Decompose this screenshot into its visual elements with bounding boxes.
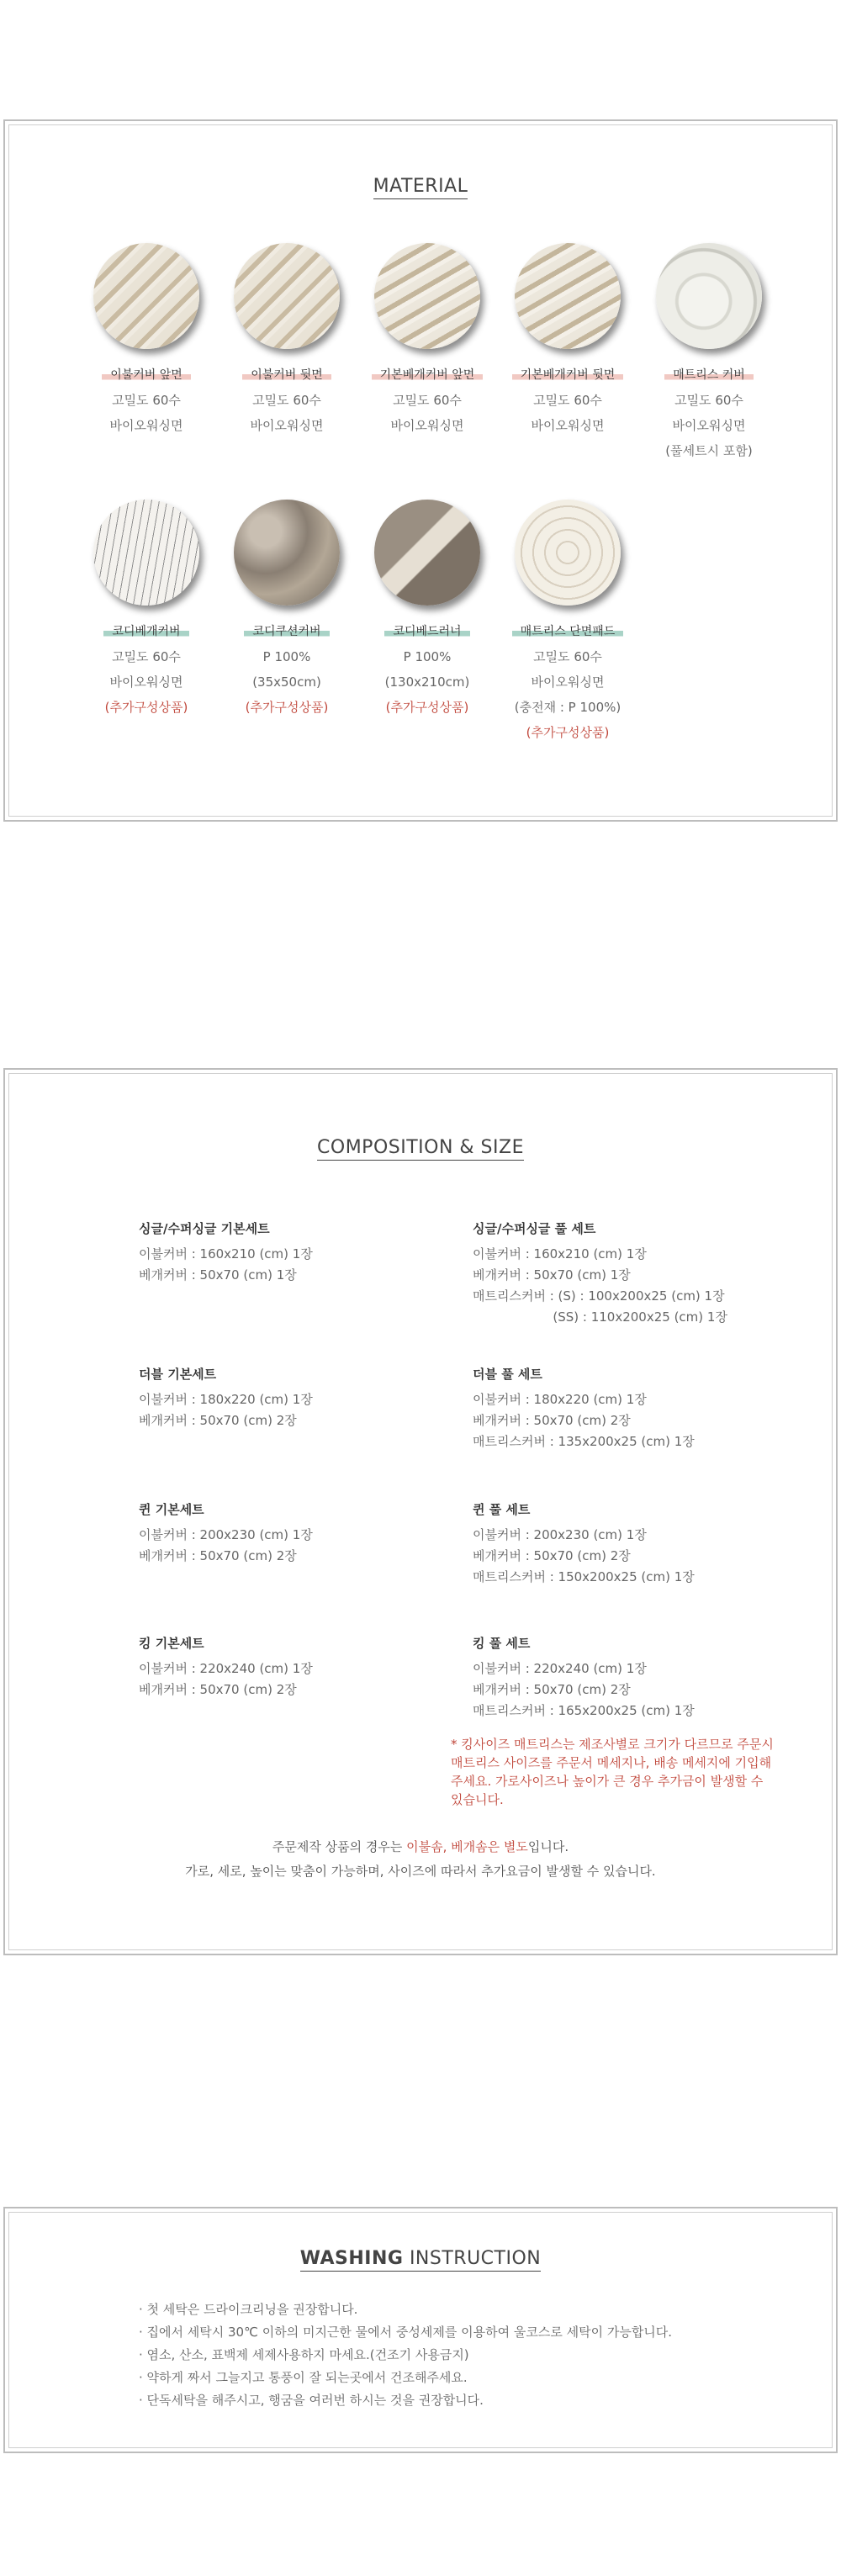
material-item (633, 243, 785, 463)
size-set-title: 싱글/수퍼싱글 기본세트 (139, 1221, 270, 1236)
king-size-note: * 킹사이즈 매트리스는 제조사별로 크기가 다르므로 주문시 매트리스 사이즈를 주문서 메세지나, 배송 메세지에 기입해주세요. 가로사이즈나 높이가 큰 경우 추가금이 발생할 수 있습니다. (451, 1737, 774, 1807)
fabric-swatch-image (234, 500, 340, 606)
material-label: 이불커버 앞면 (102, 368, 191, 383)
optional-item-note: (추가구성상품) (245, 700, 329, 715)
material-item (352, 243, 503, 438)
fabric-swatch-image (234, 243, 340, 349)
material-spec: 고밀도 60수 (393, 393, 462, 408)
fabric-swatch-image (656, 243, 762, 349)
size-set-line: 이불커버 : 160x210 (cm) 1장 (139, 1246, 313, 1262)
size-set (473, 1219, 809, 1328)
material-item (71, 500, 222, 720)
size-set-line: (SS) : 110x200x25 (cm) 1장 (473, 1309, 727, 1325)
material-spec: 고밀도 60수 (252, 393, 321, 408)
fabric-swatch-image (515, 243, 621, 349)
size-set (139, 1219, 475, 1286)
material-spec: 고밀도 60수 (112, 393, 181, 408)
material-spec: 고밀도 60수 (533, 393, 602, 408)
size-set-line: 이불커버 : 160x210 (cm) 1장 (473, 1246, 647, 1262)
size-set-line: 베개커버 : 50x70 (cm) 1장 (139, 1267, 297, 1283)
material-spec: (풀세트시 포함) (665, 443, 753, 458)
size-set-line: 베개커버 : 50x70 (cm) 2장 (139, 1413, 297, 1428)
material-item (492, 243, 643, 438)
material-item (352, 500, 503, 720)
material-spec: 바이오워싱면 (109, 418, 183, 433)
material-spec: 바이오워싱면 (531, 418, 605, 433)
fabric-swatch-image (374, 243, 480, 349)
composition-title: COMPOSITION & SIZE (0, 1137, 841, 1158)
size-set (473, 1634, 809, 1722)
washing-instruction-line: · 첫 세탁은 드라이크리닝을 권장합니다. (139, 2302, 358, 2317)
washing-instruction-line: · 염소, 산소, 표백제 세제사용하지 마세요.(건조기 사용금지) (139, 2347, 469, 2362)
size-set-line: 이불커버 : 180x220 (cm) 1장 (139, 1392, 313, 1407)
size-set-line: 베개커버 : 50x70 (cm) 2장 (473, 1682, 631, 1697)
material-section (3, 119, 838, 822)
size-set-line: 매트리스커버 : 165x200x25 (cm) 1장 (473, 1703, 695, 1718)
size-set-line: 이불커버 : 200x230 (cm) 1장 (473, 1527, 647, 1542)
custom-order-note: 주문제작 상품의 경우는 이불솜, 베개솜은 별도입니다. (272, 1839, 569, 1854)
material-title: MATERIAL (5, 176, 836, 197)
size-set-line: 이불커버 : 180x220 (cm) 1장 (473, 1392, 647, 1407)
fabric-swatch-image (93, 243, 199, 349)
size-set-title: 킹 기본세트 (139, 1636, 204, 1651)
size-set-line: 이불커버 : 200x230 (cm) 1장 (139, 1527, 313, 1542)
material-label: 이불커버 뒷면 (242, 368, 331, 383)
material-label: 코디쿠션커버 (244, 624, 329, 639)
washing-title: WASHING INSTRUCTION (0, 2248, 841, 2269)
material-label: 코디베드러너 (384, 624, 469, 639)
fabric-swatch-image (93, 500, 199, 606)
size-set (139, 1500, 475, 1567)
material-spec: 고밀도 60수 (533, 649, 602, 664)
washing-instruction-line: · 집에서 세탁시 30℃ 이하의 미지근한 물에서 중성세제를 이용하여 울코스로 세탁이 가능합니다. (139, 2325, 673, 2340)
optional-item-note: (추가구성상품) (526, 725, 610, 740)
size-custom-note: 가로, 세로, 높이는 맞춤이 가능하며, 사이즈에 따라서 추가요금이 발생할 수 있습니다. (185, 1864, 656, 1879)
material-spec: (35x50cm) (252, 674, 321, 690)
washing-instruction-line: · 단독세탁을 해주시고, 행굼을 여러번 하시는 것을 권장합니다. (139, 2393, 484, 2408)
material-label: 기본베개커버 뒷면 (512, 368, 624, 383)
material-spec: 바이오워싱면 (109, 674, 183, 690)
size-set-line: 매트리스커버 : (S) : 100x200x25 (cm) 1장 (473, 1288, 725, 1304)
material-spec: 고밀도 60수 (674, 393, 743, 408)
size-set-title: 퀸 기본세트 (139, 1502, 204, 1517)
size-set-line: 베개커버 : 50x70 (cm) 2장 (473, 1548, 631, 1563)
size-set (139, 1365, 475, 1431)
material-spec: 바이오워싱면 (672, 418, 746, 433)
material-spec: 바이오워싱면 (390, 418, 464, 433)
material-item (211, 500, 362, 720)
size-set-line: 베개커버 : 50x70 (cm) 2장 (139, 1682, 297, 1697)
material-label: 매트리스 커버 (664, 368, 754, 383)
size-set (139, 1634, 475, 1701)
size-set (473, 1500, 809, 1588)
material-spec: (충전재 : P 100%) (514, 700, 621, 715)
size-set-title: 싱글/수퍼싱글 풀 세트 (473, 1221, 596, 1236)
optional-item-note: (추가구성상품) (385, 700, 469, 715)
size-set-line: 이불커버 : 220x240 (cm) 1장 (473, 1661, 647, 1676)
size-set-line: 매트리스커버 : 150x200x25 (cm) 1장 (473, 1569, 695, 1584)
material-spec: P 100% (403, 649, 452, 664)
fabric-swatch-image (374, 500, 480, 606)
material-spec: P 100% (262, 649, 311, 664)
material-item (492, 500, 643, 745)
material-spec: 바이오워싱면 (250, 418, 324, 433)
material-spec: 바이오워싱면 (531, 674, 605, 690)
material-label: 매트리스 단면패드 (512, 624, 624, 639)
size-set-line: 베개커버 : 50x70 (cm) 2장 (473, 1413, 631, 1428)
size-set-line: 베개커버 : 50x70 (cm) 2장 (139, 1548, 297, 1563)
washing-instruction-line: · 약하게 짜서 그늘지고 통풍이 잘 되는곳에서 건조해주세요. (139, 2370, 468, 2385)
size-set-title: 더블 기본세트 (139, 1367, 217, 1382)
material-spec: 고밀도 60수 (112, 649, 181, 664)
material-spec: (130x210cm) (384, 674, 470, 690)
size-set-title: 킹 풀 세트 (473, 1636, 531, 1651)
fabric-swatch-image (515, 500, 621, 606)
size-set-line: 이불커버 : 220x240 (cm) 1장 (139, 1661, 313, 1676)
optional-item-note: (추가구성상품) (104, 700, 188, 715)
size-set-title: 퀸 풀 세트 (473, 1502, 531, 1517)
size-set-line: 매트리스커버 : 135x200x25 (cm) 1장 (473, 1434, 695, 1449)
material-label: 기본베개커버 앞면 (372, 368, 484, 383)
size-set-line: 베개커버 : 50x70 (cm) 1장 (473, 1267, 631, 1283)
size-set (473, 1365, 809, 1452)
size-set-title: 더블 풀 세트 (473, 1367, 542, 1382)
material-item (211, 243, 362, 438)
material-item (71, 243, 222, 438)
material-label: 코디베개커버 (103, 624, 188, 639)
